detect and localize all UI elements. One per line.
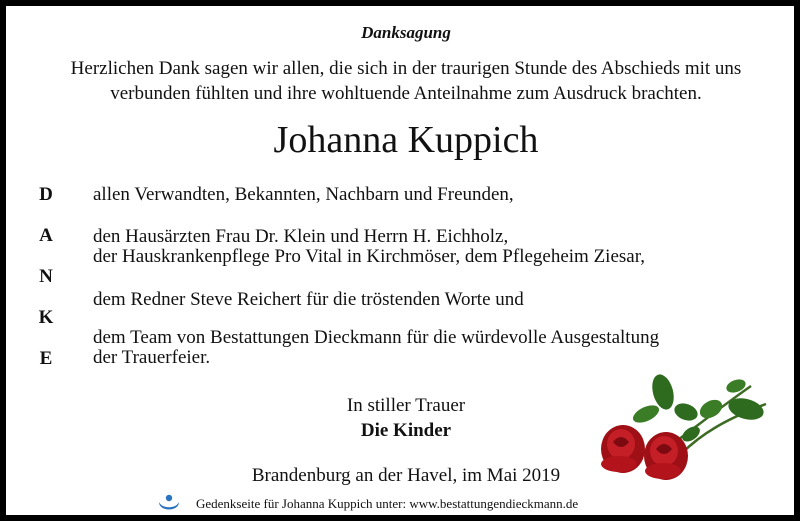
signers: Die Kinder bbox=[360, 420, 452, 441]
footer-link-text: Gedenkseite für Johanna Kuppich unter: www.bestattungendieckmann.de bbox=[196, 496, 579, 511]
thanks-line: der Trauerfeier. bbox=[93, 347, 211, 368]
danke-letter-e: E bbox=[39, 348, 53, 369]
danke-letter-n: N bbox=[39, 266, 53, 287]
intro-line-1: Herzlichen Dank sagen wir allen, die sich in der traurigen Stunde des Abschieds mit uns bbox=[70, 58, 742, 79]
danke-letter-k: K bbox=[38, 307, 54, 328]
deceased-name: Johanna Kuppich bbox=[273, 119, 539, 161]
heading: Danksagung bbox=[361, 23, 451, 42]
intro-line-2: verbunden fühlten und ihre wohltuende Anteilnahme zum Ausdruck brachten. bbox=[110, 83, 702, 104]
thanks-line: allen Verwandten, Bekannten, Nachbarn und Freunden, bbox=[93, 184, 514, 205]
danke-letter-d: D bbox=[39, 184, 53, 205]
thanks-line: der Hauskrankenpflege Pro Vital in Kirchmöser, dem Pflegeheim Ziesar, bbox=[93, 246, 646, 267]
place-date: Brandenburg an der Havel, im Mai 2019 bbox=[251, 465, 561, 486]
thanks-line: dem Team von Bestattungen Dieckmann für die würdevolle Ausgestaltung bbox=[93, 327, 660, 348]
danke-letter-a: A bbox=[39, 225, 53, 246]
thanks-line: dem Redner Steve Reichert für die tröstenden Worte und bbox=[93, 289, 524, 310]
intro-text bbox=[6, 56, 800, 106]
memorial-logo-icon bbox=[156, 492, 182, 516]
thanks-line: den Hausärzten Frau Dr. Klein und Herrn H. Eichholz, bbox=[93, 226, 509, 247]
red-roses-image bbox=[591, 364, 781, 494]
in-stiller-trauer: In stiller Trauer bbox=[346, 395, 466, 416]
